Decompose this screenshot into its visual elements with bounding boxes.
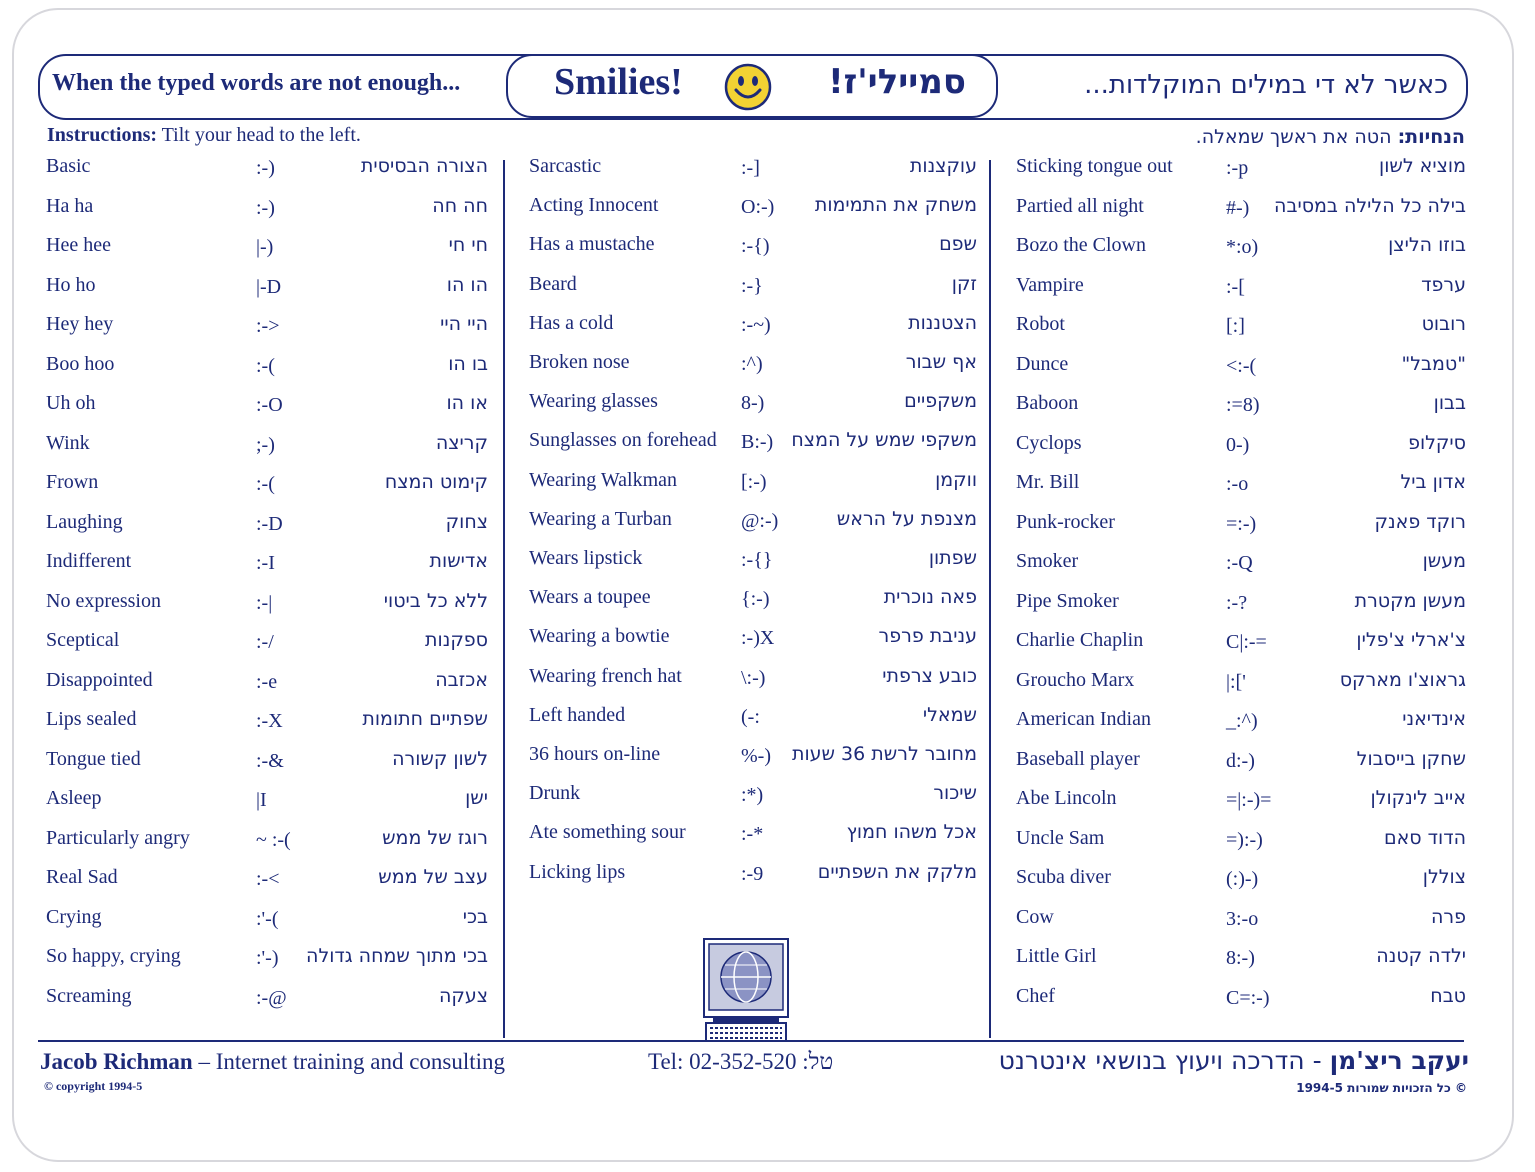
meaning-he: משקפי שמש על המצח: [791, 429, 977, 452]
banner-tagline-he: כאשר לא די במילים המוקלדות...: [1084, 70, 1448, 100]
emoticon: :-/: [256, 631, 274, 653]
emoticon: C=:-): [1226, 986, 1270, 1009]
banner: [38, 54, 1468, 120]
meaning-he: בו הו: [448, 352, 488, 375]
smiley-row: [1016, 471, 1466, 509]
smiley-row: [46, 748, 488, 786]
meaning-en: Particularly angry: [46, 826, 190, 849]
meaning-en: Chef: [1016, 984, 1055, 1007]
author-name-he: יעקב ריצ'מן: [1329, 1046, 1469, 1075]
meaning-he: ללא כל ביטוי: [383, 589, 488, 612]
footer-rule: [38, 1040, 1464, 1042]
smiley-row: [46, 906, 488, 944]
meaning-en: Laughing: [46, 510, 123, 533]
meaning-he: קריצה: [435, 431, 488, 454]
emoticon: :^): [741, 353, 763, 375]
meaning-en: Baboon: [1016, 392, 1079, 414]
meaning-he: ערפד: [1421, 273, 1466, 296]
emoticon: :-)X: [741, 627, 775, 650]
instructions-he-label: הנחיות:: [1397, 126, 1465, 148]
meaning-he: חי חי: [448, 234, 488, 256]
instructions-en-text: Tilt your head to the left.: [157, 124, 361, 146]
emoticon: O:-): [741, 196, 775, 219]
emoticon: :-?: [1226, 591, 1248, 614]
meaning-en: Mr. Bill: [1016, 471, 1080, 493]
emoticon: :-{}: [741, 549, 773, 571]
meaning-en: Punk-rocker: [1016, 510, 1115, 533]
meaning-he: מלקק את השפתיים: [817, 860, 977, 883]
emoticon: :'-(: [256, 907, 279, 930]
smiley-row: [1016, 906, 1466, 944]
meaning-he: אדישות: [429, 550, 488, 572]
meaning-en: Abe Lincoln: [1016, 787, 1117, 809]
smiley-row: [1016, 274, 1466, 312]
meaning-en: Screaming: [46, 984, 132, 1007]
emoticon: [:-): [741, 470, 767, 493]
emoticon: :->: [256, 315, 280, 337]
title-box: [506, 54, 998, 118]
title-he: סמיילי'ז!: [828, 62, 966, 102]
smiley-row: [529, 469, 977, 507]
meaning-he: "טמבל": [1401, 352, 1466, 375]
smiley-row: [529, 586, 977, 624]
meaning-en: So happy, crying: [46, 945, 181, 967]
meaning-en: Hey hey: [46, 313, 114, 335]
meaning-en: Wearing a bowtie: [529, 625, 670, 648]
emoticon: :-O: [256, 394, 283, 416]
meaning-he: מעשן: [1422, 550, 1466, 572]
meaning-he: בכי מתוך שמחה גדולה: [306, 945, 488, 967]
meaning-he: זקן: [951, 272, 977, 295]
emoticon: |-D: [256, 275, 282, 298]
meaning-he: עצב של ממש: [378, 866, 488, 888]
emoticon: :-<: [256, 868, 280, 890]
emoticon: :-&: [256, 749, 284, 772]
smiley-row: [46, 274, 488, 312]
emoticon: 8:-): [1226, 947, 1255, 969]
smiley-row: [529, 704, 977, 742]
emoticon: :-X: [256, 710, 283, 732]
meaning-en: Lips sealed: [46, 708, 137, 730]
meaning-en: Uh oh: [46, 392, 96, 414]
emoticon: |I: [256, 789, 267, 811]
smiley-row: [46, 945, 488, 983]
meaning-he: רובוט: [1421, 313, 1466, 335]
meaning-he: ילדה קטנה: [1376, 945, 1466, 967]
meaning-en: Real Sad: [46, 866, 118, 888]
emoticon: :-Q: [1226, 552, 1253, 574]
meaning-he: שפתיים חתומות: [362, 708, 488, 730]
meaning-en: Sticking tongue out: [1016, 155, 1173, 177]
smiley-row: [529, 312, 977, 350]
meaning-en: Disappointed: [46, 668, 153, 691]
smiley-row: [46, 313, 488, 351]
column-divider: [989, 160, 991, 1038]
telephone: Tel: 02-352-520 :טל: [648, 1049, 834, 1074]
smiley-row: [529, 351, 977, 389]
meaning-en: American Indian: [1016, 708, 1151, 730]
smiley-row: [1016, 511, 1466, 549]
instructions-en: [47, 124, 361, 147]
meaning-en: Partied all night: [1016, 194, 1144, 217]
smiley-row: [529, 273, 977, 311]
smiley-row: [1016, 313, 1466, 351]
meaning-en: Wearing a Turban: [529, 507, 672, 530]
smiley-row: [529, 155, 977, 193]
smiley-row: [529, 194, 977, 232]
meaning-he: פרה: [1430, 905, 1466, 928]
smiley-row: [1016, 787, 1466, 825]
meaning-he: שפתון: [928, 547, 977, 569]
smiley-row: [1016, 945, 1466, 983]
meaning-he: בבון: [1433, 392, 1466, 414]
meaning-he: קימוט המצח: [384, 471, 488, 493]
smiley-row: [1016, 195, 1466, 233]
smiley-row: [1016, 985, 1466, 1023]
meaning-en: Sunglasses on forehead: [529, 429, 717, 452]
smiley-row: [46, 866, 488, 904]
meaning-he: שפם: [939, 233, 977, 256]
meaning-he: מעשן מקטרת: [1354, 589, 1466, 612]
meaning-en: Little Girl: [1016, 945, 1097, 967]
meaning-he: או הו: [446, 392, 488, 414]
meaning-en: Crying: [46, 905, 102, 928]
smiley-row: [46, 787, 488, 825]
instructions-he-text: הטה את ראשך שמאלה.: [1195, 126, 1398, 148]
smiley-row: [46, 353, 488, 391]
meaning-he: שמאלי: [922, 703, 977, 726]
smiley-row: [529, 233, 977, 271]
smiley-row: [46, 708, 488, 746]
meaning-en: Drunk: [529, 782, 581, 805]
emoticon: :-o: [1226, 473, 1249, 495]
meaning-en: Asleep: [46, 787, 102, 809]
footer-he: [999, 1046, 1469, 1075]
smiley-row: [529, 665, 977, 703]
emoticon: @:-): [741, 509, 779, 532]
emoticon: :-{): [741, 235, 770, 258]
smiley-row: [529, 508, 977, 546]
smiley-row: [529, 547, 977, 585]
meaning-he: בכי: [462, 905, 488, 928]
smiley-row: [1016, 748, 1466, 786]
emoticon: =|:-)=: [1226, 789, 1272, 811]
meaning-he: הצורה הבסיסית: [360, 155, 488, 177]
copyright-he: © כל הזכויות שמורות 1994-5: [1296, 1081, 1467, 1095]
meaning-en: Vampire: [1016, 273, 1084, 296]
meaning-he: צעקה: [438, 984, 488, 1007]
smiley-row: [1016, 669, 1466, 707]
meaning-en: Tongue tied: [46, 747, 141, 770]
meaning-en: Sarcastic: [529, 155, 602, 177]
instructions-en-label: Instructions:: [47, 124, 158, 146]
smiley-row: [46, 985, 488, 1023]
meaning-en: Acting Innocent: [529, 194, 659, 217]
emoticon: #-): [1226, 196, 1250, 219]
meaning-he: צוללן: [1422, 866, 1466, 888]
smiley-row: [1016, 866, 1466, 904]
emoticon: :-~): [741, 313, 771, 336]
meaning-he: בילה כל הלילה במסיבה: [1274, 194, 1466, 217]
smiley-row: [529, 861, 977, 899]
meaning-he: שחקן בייסבול: [1356, 747, 1466, 770]
smiley-row: [529, 782, 977, 820]
emoticon: :-[: [1226, 275, 1245, 298]
smiley-row: [46, 392, 488, 430]
meaning-he: סיקלופ: [1408, 431, 1466, 454]
meaning-he: משחק את התמימות: [814, 194, 977, 217]
emoticon: :-*: [741, 823, 764, 846]
meaning-he: ווקמן: [935, 468, 977, 491]
meaning-en: Frown: [46, 471, 99, 493]
meaning-en: Baseball player: [1016, 747, 1140, 770]
meaning-en: Basic: [46, 155, 91, 177]
emoticon: :-I: [256, 552, 275, 574]
emoticon: :-): [256, 157, 275, 179]
footer-en: [40, 1049, 505, 1075]
emoticon: =):-): [1226, 828, 1263, 851]
meaning-he: רוקד פאנק: [1374, 510, 1466, 533]
smiley-row: [46, 155, 488, 193]
emoticon: _:^): [1226, 710, 1258, 732]
smiley-row: [46, 550, 488, 588]
author-tagline: – Internet training and consulting: [192, 1049, 506, 1074]
column-divider: [503, 160, 505, 1038]
banner-tagline-en: When the typed words are not enough...: [52, 70, 461, 96]
meaning-he: מוציא לשון: [1379, 155, 1466, 177]
meaning-en: Broken nose: [529, 351, 630, 373]
smiley-row: [1016, 708, 1466, 746]
smiley-row: [1016, 392, 1466, 430]
meaning-he: ישן: [465, 787, 488, 809]
meaning-he: עוקצנות: [909, 155, 977, 177]
meaning-en: Wearing french hat: [529, 664, 682, 687]
meaning-he: אכזבה: [435, 668, 488, 691]
meaning-en: Groucho Marx: [1016, 668, 1135, 691]
meaning-en: Has a cold: [529, 311, 614, 334]
meaning-he: טבח: [1430, 984, 1466, 1007]
smiley-row: [1016, 550, 1466, 588]
meaning-he: הו הו: [446, 273, 488, 296]
computer-globe-icon: [703, 938, 789, 1042]
emoticon: :-D: [256, 512, 283, 535]
author-tagline-he: - הדרכה ויעוץ בנושאי אינטרנט: [998, 1046, 1330, 1075]
meaning-en: Licking lips: [529, 860, 626, 883]
emoticon: :-}: [741, 274, 763, 297]
meaning-en: Bozo the Clown: [1016, 234, 1146, 256]
emoticon: :-]: [741, 157, 760, 179]
emoticon: ;-): [256, 433, 275, 456]
emoticon: :'-): [256, 947, 279, 969]
smiley-row: [1016, 432, 1466, 470]
smiley-row: [46, 471, 488, 509]
meaning-en: Ate something sour: [529, 821, 686, 844]
meaning-he: משקפיים: [904, 390, 977, 413]
smiley-row: [46, 195, 488, 233]
meaning-en: Left handed: [529, 703, 626, 726]
smiley-row: [46, 432, 488, 470]
meaning-he: כובע צרפתי: [882, 664, 977, 687]
emoticon: :*): [741, 784, 764, 807]
emoticon: =:-): [1226, 512, 1257, 535]
instructions-he: [1196, 126, 1465, 148]
smiley-row: [529, 821, 977, 859]
meaning-he: הצטננות: [908, 311, 977, 334]
meaning-he: פאה נוכרית: [883, 586, 977, 609]
emoticon: :-|: [256, 591, 273, 614]
smiley-row: [46, 590, 488, 628]
emoticon: C|:-=: [1226, 631, 1267, 653]
smiley-row: [46, 827, 488, 865]
smiley-row: [529, 743, 977, 781]
meaning-en: Has a mustache: [529, 233, 655, 256]
meaning-en: Sceptical: [46, 629, 120, 651]
meaning-en: Wears lipstick: [529, 547, 643, 569]
meaning-en: Indifferent: [46, 550, 132, 572]
meaning-he: לשון קשורה: [392, 747, 488, 770]
meaning-en: Charlie Chaplin: [1016, 629, 1144, 651]
emoticon: %-): [741, 745, 771, 767]
meaning-en: Wears a toupee: [529, 586, 651, 609]
meaning-en: 36 hours on-line: [529, 743, 661, 765]
meaning-en: Wearing Walkman: [529, 468, 678, 491]
meaning-en: Scuba diver: [1016, 866, 1111, 888]
smiley-face-icon: [724, 63, 772, 111]
emoticon: ~ :-(: [256, 828, 291, 851]
meaning-en: Boo hoo: [46, 352, 115, 375]
emoticon: :-p: [1226, 157, 1249, 179]
meaning-en: No expression: [46, 589, 161, 612]
meaning-he: אכל משהו חמוץ: [846, 821, 977, 844]
meaning-he: חה חה: [432, 194, 488, 217]
meaning-en: Pipe Smoker: [1016, 589, 1119, 612]
smiley-row: [1016, 827, 1466, 865]
smiley-row: [46, 669, 488, 707]
emoticon: \:-): [741, 666, 766, 689]
meaning-en: Wink: [46, 431, 90, 454]
emoticon: *:o): [1226, 236, 1259, 258]
meaning-en: Hee hee: [46, 234, 111, 256]
emoticon: |-): [256, 236, 274, 258]
meaning-he: צחוק: [445, 510, 488, 533]
meaning-en: Robot: [1016, 313, 1065, 335]
emoticon: :-(: [256, 473, 275, 495]
meaning-en: Dunce: [1016, 352, 1069, 375]
meaning-he: הדוד סאם: [1383, 826, 1466, 849]
emoticon: [:]: [1226, 315, 1245, 337]
meaning-en: Ha ha: [46, 194, 94, 217]
emoticon: B:-): [741, 431, 774, 454]
smiley-row: [1016, 629, 1466, 667]
emoticon: (:)-): [1226, 868, 1259, 890]
meaning-he: צ'ארלי צ'פלין: [1356, 629, 1466, 651]
meaning-he: מחובר לרשת 36 שעות: [791, 743, 977, 765]
smiley-row: [1016, 234, 1466, 272]
meaning-en: Cyclops: [1016, 431, 1082, 454]
emoticon: :-): [256, 196, 275, 219]
meaning-en: Ho ho: [46, 273, 96, 296]
smiley-row: [529, 625, 977, 663]
emoticon: (-:: [741, 705, 760, 728]
emoticon: :-(: [256, 354, 275, 377]
emoticon: {:-): [741, 588, 770, 611]
meaning-he: אדון ביל: [1400, 471, 1466, 493]
meaning-en: Cow: [1016, 905, 1054, 928]
meaning-he: בוזו הליצן: [1388, 234, 1466, 256]
emoticon: 3:-o: [1226, 907, 1259, 930]
meaning-he: אייב לינקולן: [1370, 787, 1466, 809]
smiley-row: [46, 511, 488, 549]
emoticon: d:-): [1226, 749, 1255, 772]
meaning-he: היי היי: [440, 313, 488, 335]
smiley-row: [46, 234, 488, 272]
meaning-en: Wearing glasses: [529, 390, 658, 413]
copyright-en: © copyright 1994-5: [44, 1079, 143, 1093]
meaning-he: גראוצ'ו מארקס: [1339, 668, 1466, 691]
meaning-he: ספקנות: [425, 629, 488, 651]
smiley-row: [1016, 155, 1466, 193]
meaning-en: Beard: [529, 272, 577, 295]
title-en: Smilies!: [554, 61, 683, 103]
meaning-he: שיכור: [933, 782, 977, 805]
smiley-row: [46, 629, 488, 667]
smiley-row: [1016, 590, 1466, 628]
emoticon: :-e: [256, 670, 278, 693]
smiley-row: [1016, 353, 1466, 391]
meaning-he: רוגז של ממש: [382, 826, 488, 849]
smiley-row: [529, 390, 977, 428]
emoticon: 0-): [1226, 433, 1250, 456]
meaning-en: Uncle Sam: [1016, 826, 1105, 849]
emoticon: 8-): [741, 392, 765, 415]
emoticon: :-9: [741, 862, 764, 885]
emoticon: |:[': [1226, 670, 1246, 693]
meaning-en: Smoker: [1016, 550, 1079, 572]
meaning-he: עניבת פרפר: [878, 625, 977, 648]
emoticon: <:-(: [1226, 354, 1257, 377]
meaning-he: מצנפת על הראש: [836, 507, 977, 530]
meaning-he: אף שבור: [905, 351, 977, 373]
author-name: Jacob Richman: [40, 1049, 193, 1074]
smiley-row: [529, 429, 977, 467]
emoticon: :-@: [256, 986, 287, 1009]
emoticon: :=8): [1226, 394, 1260, 416]
meaning-he: אינדיאני: [1402, 708, 1466, 730]
